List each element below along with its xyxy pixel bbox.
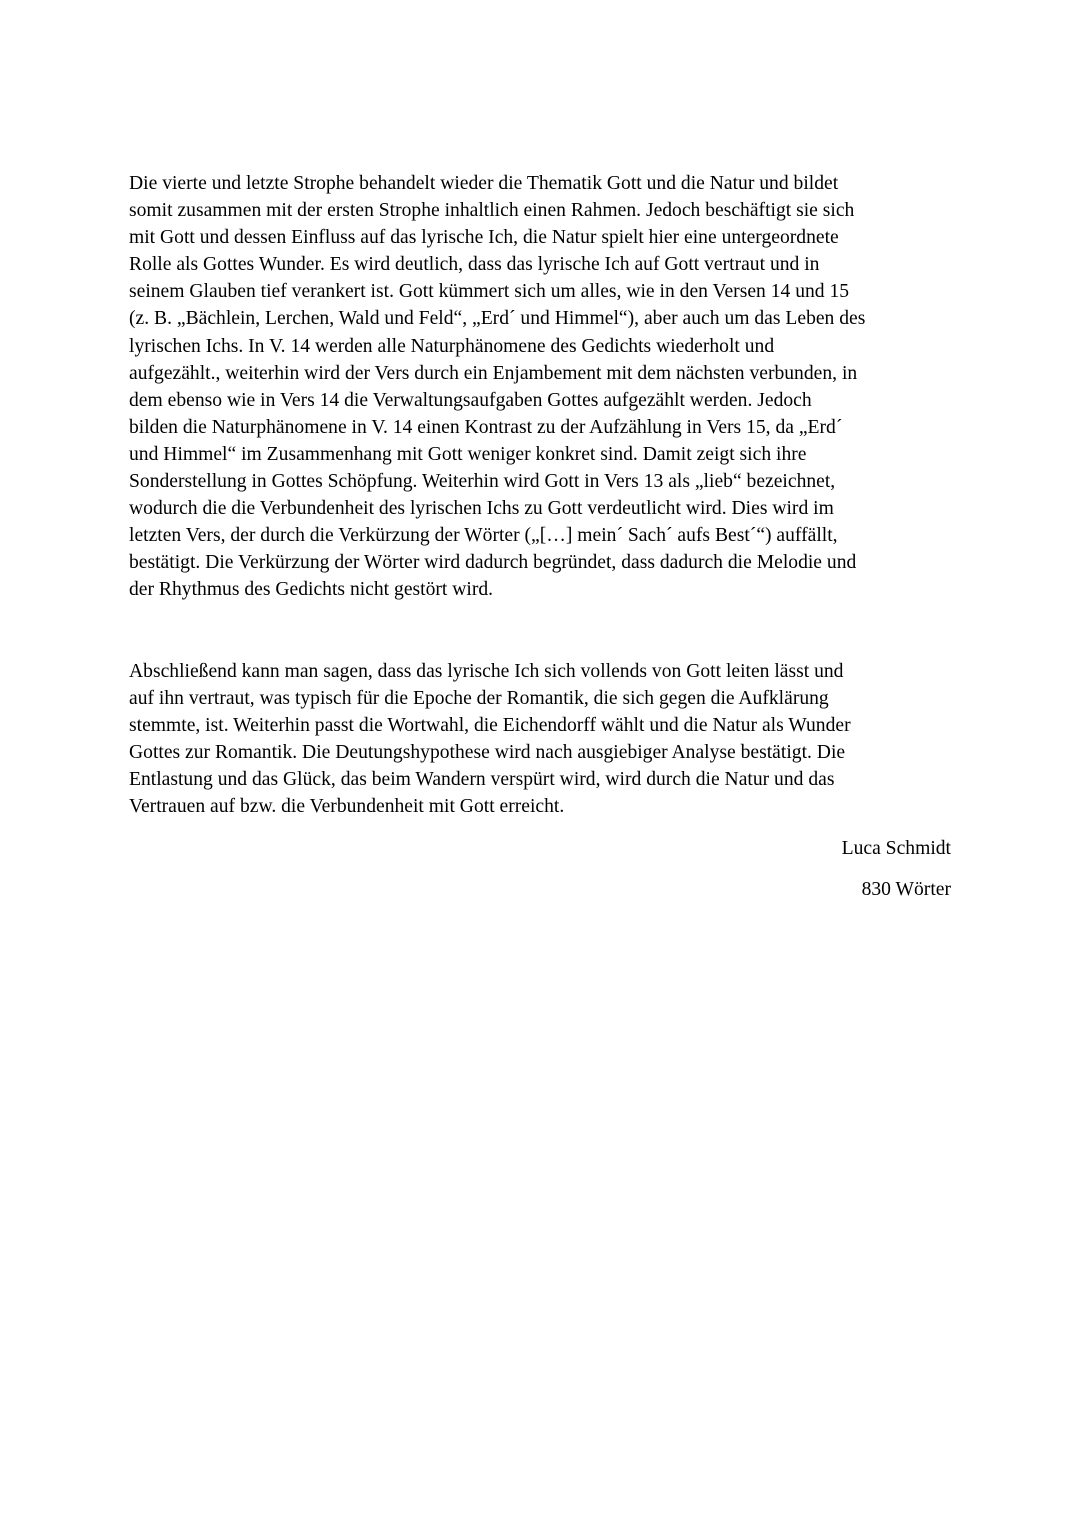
text-line: auf ihn vertraut, was typisch für die Epoche der Romantik, die sich gegen die Aufklärung [129,687,829,709]
text-line: dem ebenso wie in Vers 14 die Verwaltungsaufgaben Gottes aufgezählt werden. Jedoch [129,389,812,411]
paragraph-spacer [129,604,951,658]
word-count: 830 Wörter [861,879,951,900]
text-line: seinem Glauben tief verankert ist. Gott kümmert sich um alles, wie in den Versen 14 und 15 [129,281,850,303]
text-line: (z. B. „Bächlein, Lerchen, Wald und Feld“, „Erd´ und Himmel“), aber auch um das Leben des [129,308,866,330]
document-body [129,170,951,820]
text-line: letzten Vers, der durch die Verkürzung der Wörter („[…] mein´ Sach´ aufs Best´“) auffällt, [129,525,838,547]
text-line: der Rhythmus des Gedichts nicht gestört wird. [129,579,494,601]
text-line: wodurch die die Verbundenheit des lyrischen Ichs zu Gott verdeutlicht wird. Dies wird im [129,498,834,520]
text-line: aufgezählt., weiterhin wird der Vers durch ein Enjambement mit dem nächsten verbunden, in [129,362,858,384]
text-line: mit Gott und dessen Einfluss auf das lyrische Ich, die Natur spielt hier eine untergeordnete [129,227,839,249]
text-line: lyrischen Ichs. In V. 14 werden alle Naturphänomene des Gedichts wiederholt und [129,335,775,357]
text-line: stemmte, ist. Weiterhin passt die Wortwahl, die Eichendorff wählt und die Natur als Wunder [129,714,851,736]
paragraph-conclusion [129,658,951,821]
paragraph-fourth-stanza [129,170,951,604]
text-line: bilden die Naturphänomene in V. 14 einen Kontrast zu der Aufzählung in Vers 15, da „Erd´ [129,416,843,438]
text-line: bestätigt. Die Verkürzung der Wörter wird dadurch begründet, dass dadurch die Melodie und [129,552,857,574]
text-line: somit zusammen mit der ersten Strophe inhaltlich einen Rahmen. Jedoch beschäftigt sie sich [129,200,855,222]
author-name: Luca Schmidt [841,838,951,859]
text-line: Vertrauen auf bzw. die Verbundenheit mit Gott erreicht. [129,795,565,817]
text-line: Sonderstellung in Gottes Schöpfung. Weiterhin wird Gott in Vers 13 als „lieb“ bezeichnet, [129,471,836,493]
text-line: Entlastung und das Glück, das beim Wandern verspürt wird, wird durch die Natur und das [129,768,835,790]
text-line: Abschließend kann man sagen, dass das lyrische Ich sich vollends von Gott leiten lässt und [129,660,844,682]
text-line: und Himmel“ im Zusammenhang mit Gott weniger konkret sind. Damit zeigt sich ihre [129,443,807,465]
text-line: Gottes zur Romantik. Die Deutungshypothese wird nach ausgiebiger Analyse bestätigt. Die [129,741,846,763]
text-line: Rolle als Gottes Wunder. Es wird deutlich, dass das lyrische Ich auf Gott vertraut und in [129,254,820,276]
text-line: Die vierte und letzte Strophe behandelt wieder die Thematik Gott und die Natur und bildet [129,173,839,194]
